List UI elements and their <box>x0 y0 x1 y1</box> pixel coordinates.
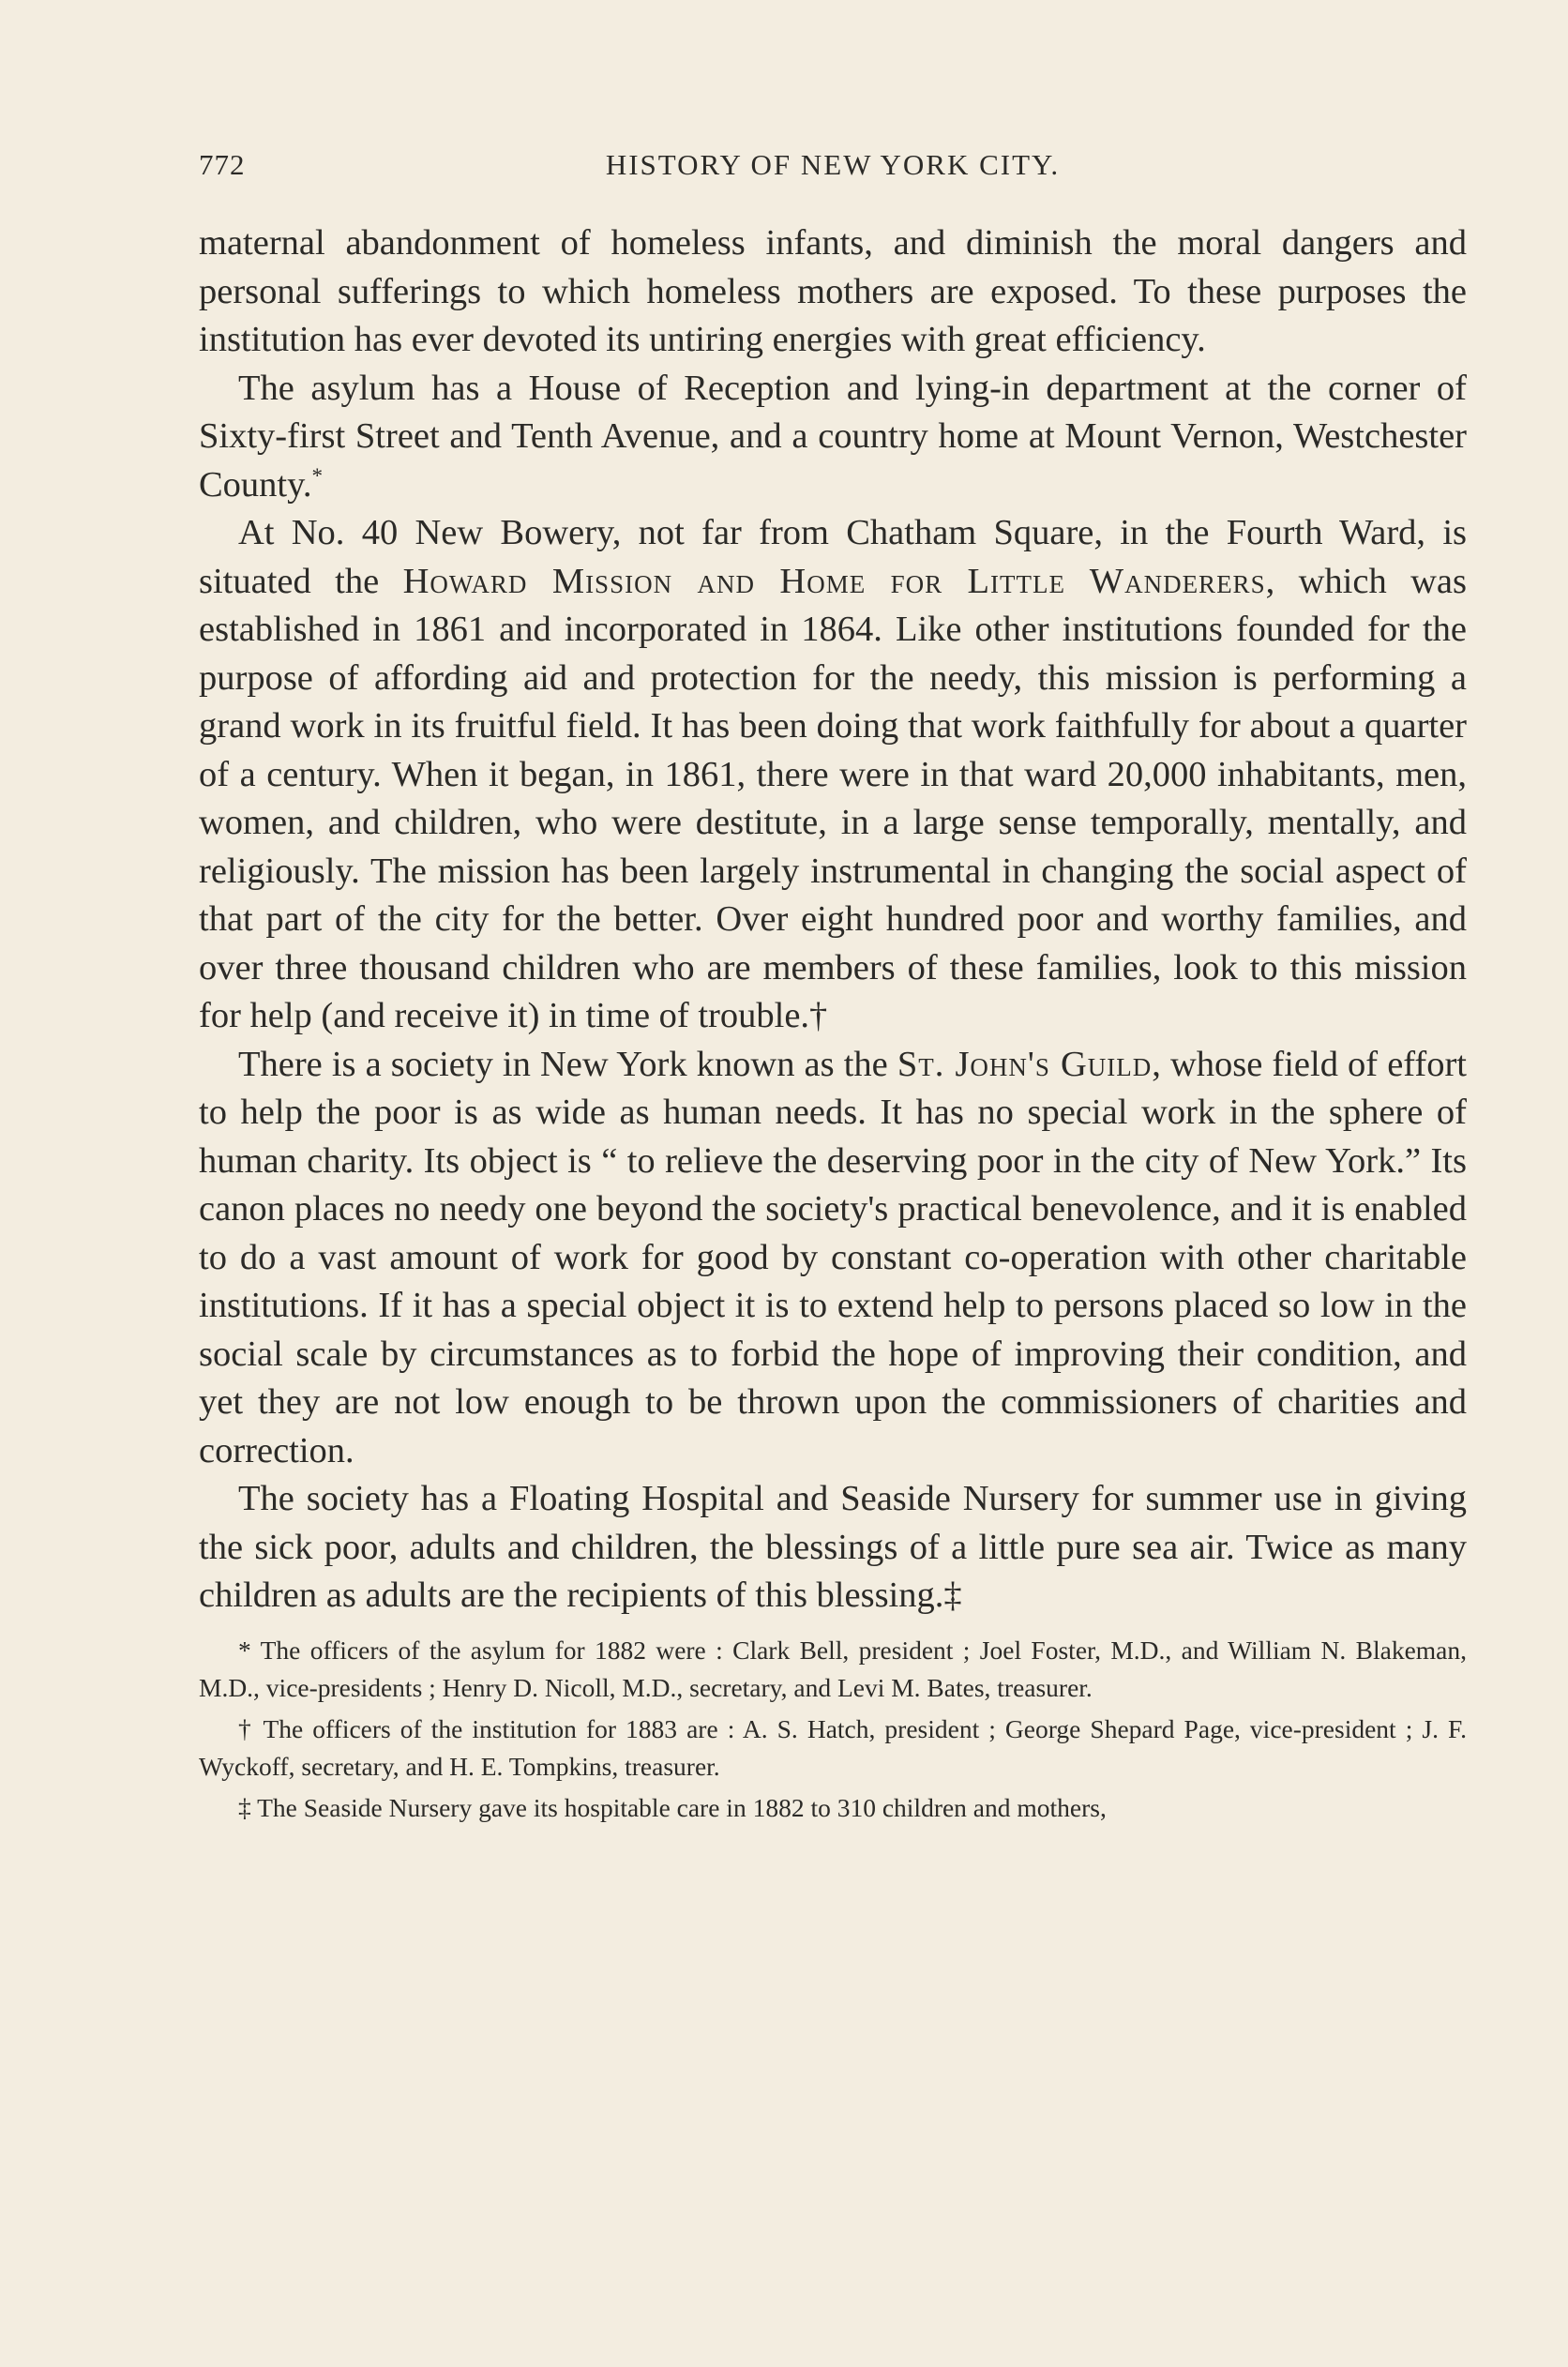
page-number: 772 <box>199 148 246 181</box>
footnote-1: * The officers of the asylum for 1882 were : Clark Bell, president ; Joel Foster, M.D., and William N. Blakeman, M.D., vice-presidents ; Henry D. Nicoll, M.D., secretary, and Levi M. Bates, treasurer. <box>199 1635 1467 1702</box>
footnotes <box>199 1632 1467 1827</box>
institution-name-howard-mission: Howard Mission and Home for Little Wanderers <box>402 561 1266 601</box>
paragraph-4-text-a: There is a society in New York known as the <box>238 1044 888 1084</box>
footnote-marker-double-dagger: ‡ <box>943 1575 962 1615</box>
footnote-marker-asterisk: * <box>311 462 324 488</box>
paragraph-5-text: The society has a Floating Hospital and Seaside Nursery for summer use in giving the sick poor, adults and children, the blessings of a little pure sea air. Twice as many children as adults are the recipients of this blessing. <box>199 1479 1467 1615</box>
running-head <box>199 148 1467 195</box>
footnote-2: † The officers of the institution for 1883 are : A. S. Hatch, president ; George Shepard Page, vice-president ; J. F. Wyckoff, secretary, and H. E. Tompkins, treasurer. <box>199 1713 1467 1781</box>
paragraph-2-text: The asylum has a House of Reception and lying-in department at the corner of Sixty-first Street and Tenth Avenue, and a country home at Mount Vernon, Westchester County. <box>199 368 1467 505</box>
paragraph-1-text: maternal abandonment of homeless infants, and diminish the moral dangers and personal sufferings to which homeless mothers are exposed. To these purposes the institution has ever devoted its untiring energies with great efficiency. <box>199 223 1467 359</box>
paragraph-1 <box>199 219 1467 365</box>
running-title: HISTORY OF NEW YORK CITY. <box>605 148 1061 181</box>
body-text <box>199 219 1467 1621</box>
paragraph-3-text-a: At No. 40 New Bowery, not far from Chatham Square, in the Fourth Ward, is situated the <box>199 513 1467 601</box>
paragraph-5 <box>199 1475 1467 1621</box>
paragraph-3-text-b: , which was established in 1861 and incorporated in 1864. Like other institutions founded for the purpose of affording aid and protection for the needy, this mission is performing a grand work in its fruitful field. It has been doing that work faithfully for about a quarter of a century. When it began, in 1861, there were in that ward 20,000 inhabitants, men, women, and children, who were destitute, in a large sense temporally, mentally, and religiously. The mission has been largely instrumental in changing the social aspect of that part of the city for the better. Over eight hundred poor and worthy families, and over three thousand children who are members of these families, look to this mission for help (and receive it) in time of trouble. <box>199 561 1467 1035</box>
paragraph-3 <box>199 509 1467 1041</box>
paragraph-2 <box>199 365 1467 510</box>
footnote-3: ‡ The Seaside Nursery gave its hospitable care in 1882 to 310 children and mothers, <box>238 1792 1107 1822</box>
paragraph-4-text-b: , whose field of effort to help the poor is as wide as human needs. It has no special work in the sphere of human charity. Its object is “ to relieve the deserving poor in the city of New York.” Its canon places no needy one beyond the society's practical benevolence, and it is enabled to do a vast amount of work for good by constant co-operation with other charitable institutions. If it has a special object it is to extend help to persons placed so low in the social scale by circumstances as to forbid the hope of improving their condition, and yet they are not low enough to be thrown upon the commissioners of charities and correction. <box>199 1044 1468 1470</box>
footnote-marker-dagger: † <box>809 996 828 1035</box>
paragraph-4 <box>199 1041 1467 1476</box>
institution-name-st-johns-guild: St. John's Guild <box>897 1044 1153 1084</box>
